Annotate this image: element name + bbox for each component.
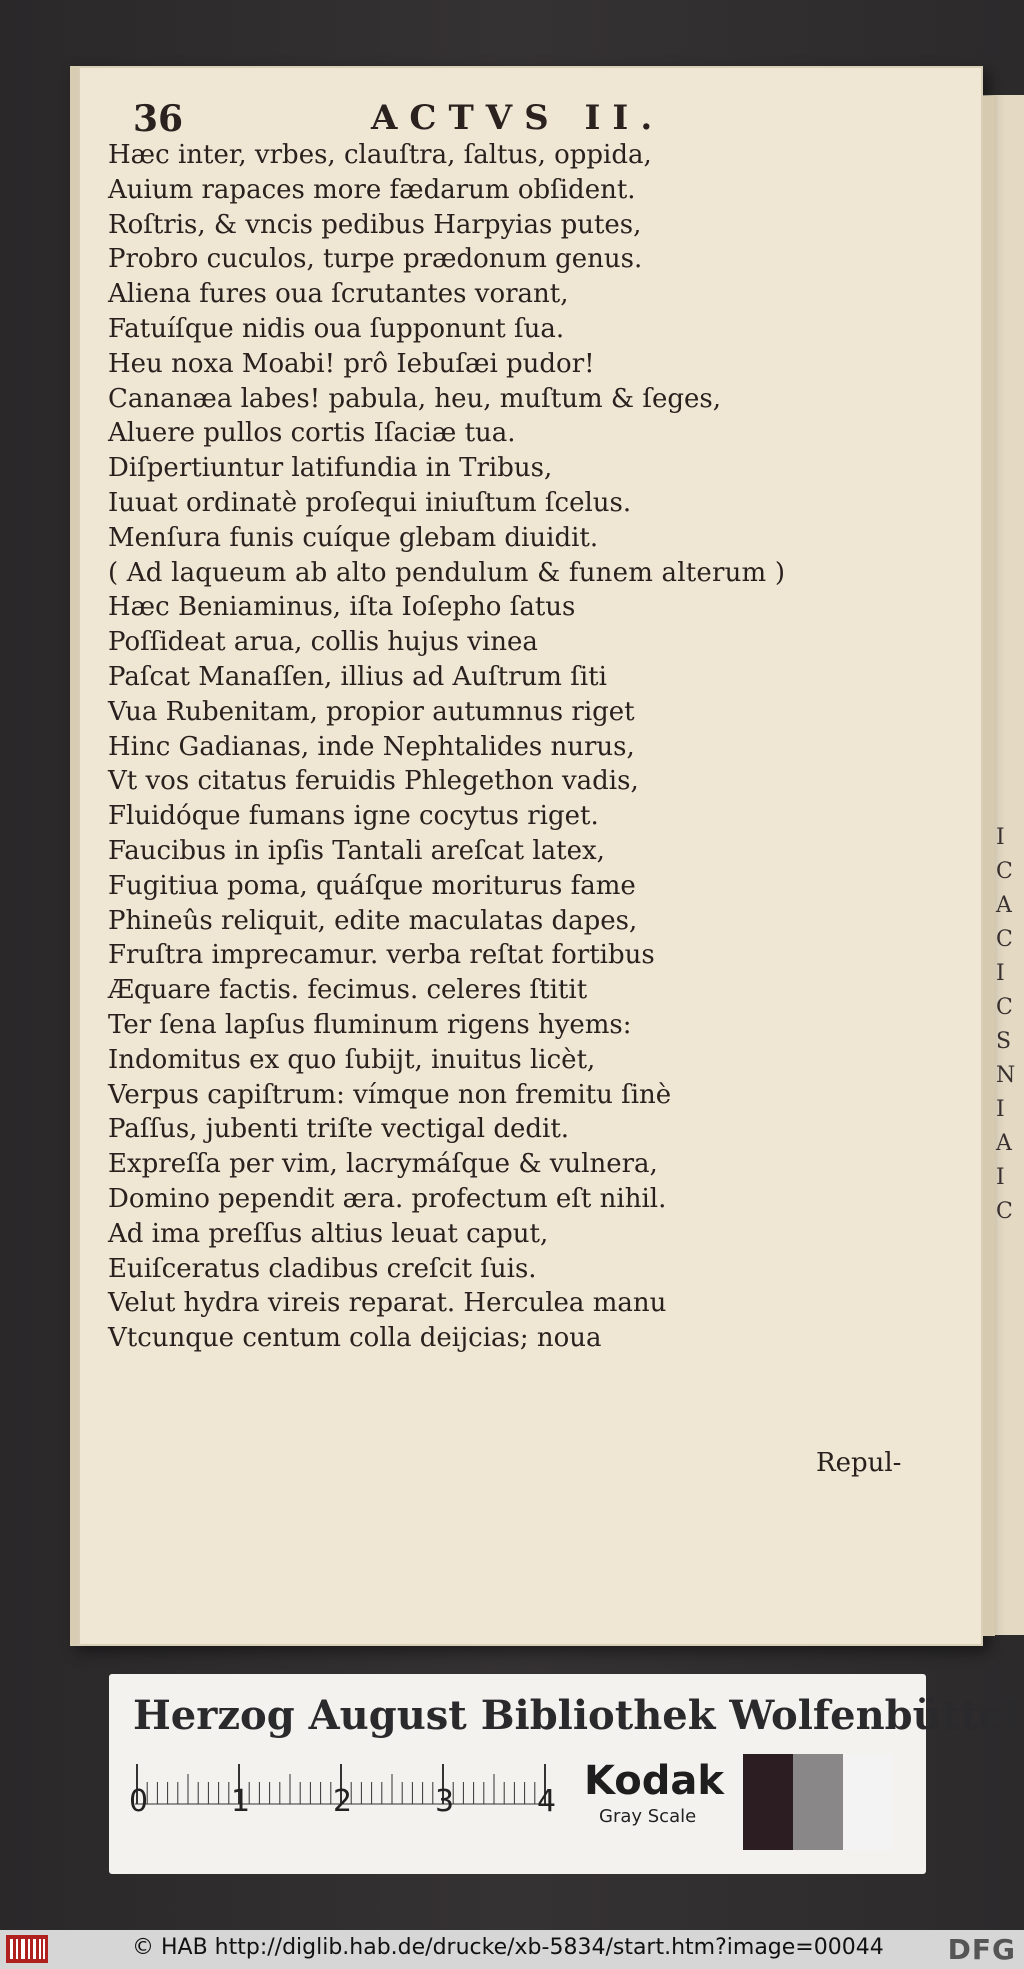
verse-line: Verpus capiſtrum: vímque non fremitu ſinè <box>108 1079 672 1110</box>
verse-line: Cananæa labes! pabula, heu, muſtum & ſeges, <box>108 383 721 414</box>
ruler-label: 0 <box>129 1784 149 1819</box>
kodak-brand: Kodak <box>584 1758 724 1804</box>
verse-line: Auium rapaces more fædarum obſident. <box>108 174 636 205</box>
verse-text <box>108 138 888 1356</box>
verse-line: Vt vos citatus feruidis Phlegethon vadis, <box>108 766 639 797</box>
verse-line: Diſpertiuntur latifundia in Tribus, <box>108 453 553 484</box>
verse-line: Fluidóque fumans igne cocytus riget. <box>108 801 599 832</box>
page-number: 36 <box>133 98 184 140</box>
swatch-light <box>843 1754 893 1850</box>
next-page-fragment: C <box>996 1199 1013 1224</box>
verse-line: Hæc Beniaminus, iſta Ioſepho ſatus <box>108 592 576 623</box>
verse-line: Vua Rubenitam, propior autumnus riget <box>108 696 635 727</box>
verse-line: Æquare factis. fecimus. celeres ſtitit <box>108 975 588 1006</box>
verse-line: Ter ſena lapſus fluminum rigens hyems: <box>108 1009 632 1040</box>
next-page-fragment: I <box>996 825 1005 850</box>
verse-line: Paſcat Manaſſen, illius ad Auſtrum ſiti <box>108 661 607 692</box>
next-page-fragment: A <box>996 1131 1012 1156</box>
verse-line: Indomitus ex quo ſubijt, inuitus licèt, <box>108 1044 596 1075</box>
verse-line: Velut hydra vireis reparat. Herculea manu <box>108 1288 667 1319</box>
hab-logo-icon <box>6 1935 48 1963</box>
color-scale-card <box>109 1674 1020 1874</box>
verse-line: Expreſſa per vim, lacrymáſque & vulnera, <box>108 1149 658 1180</box>
stage-direction: ( Ad laqueum ab alto pendulum & funem alterum ) <box>108 557 786 588</box>
verse-line: Poſſideat arua, collis hujus vinea <box>108 627 538 658</box>
swatch-dark <box>743 1754 793 1850</box>
next-page-fragment: I <box>996 961 1005 986</box>
next-page-fragment: C <box>996 859 1013 884</box>
verse-line: Iuuat ordinatè proſequi iniuſtum ſcelus. <box>108 487 632 518</box>
next-page-fragment: I <box>996 1097 1005 1122</box>
next-page-fragment: N <box>996 1063 1016 1088</box>
verse-line: Aliena fures oua ſcrutantes vorant, <box>108 279 569 310</box>
footer-credit: © HAB http://diglib.hab.de/drucke/xb-5834/start.htm?image=00044 <box>132 1935 884 1960</box>
verse-line: Fatuíſque nidis oua ſupponunt ſua. <box>108 313 565 344</box>
next-page-fragment: C <box>996 995 1013 1020</box>
verse-line: Heu noxa Moabi! prô Iebuſæi pudor! <box>108 348 595 379</box>
ruler-label: 1 <box>231 1784 251 1819</box>
verse-line: Ad ima preſſus altius leuat caput, <box>108 1218 549 1249</box>
ruler-label: 2 <box>333 1784 353 1819</box>
verse-line: Domino pependit æra. profectum eſt nihil. <box>108 1183 667 1214</box>
verse-line: Menſura funis cuíque glebam diuidit. <box>108 522 599 553</box>
catchword: Repul- <box>816 1448 902 1478</box>
running-head: ACTVS II. <box>371 98 665 138</box>
verse-line: Aluere pullos cortis Iſaciæ tua. <box>108 418 516 449</box>
ruler-label: 3 <box>435 1784 455 1819</box>
footer-bar <box>0 1930 1024 1969</box>
swatch-mid <box>793 1754 843 1850</box>
verse-line: Phineûs reliquit, edite maculatas dapes, <box>108 905 638 936</box>
next-page-fragment: I <box>996 1165 1005 1190</box>
verse-line: Hinc Gadianas, inde Nephtalides nurus, <box>108 731 635 762</box>
verse-line: Fugitiua poma, quáſque moriturus fame <box>108 870 636 901</box>
verse-line: Probro cuculos, turpe prædonum genus. <box>108 244 643 275</box>
verse-line: Euiſceratus cladibus creſcit ſuis. <box>108 1253 537 1284</box>
kodak-subtitle: Gray Scale <box>599 1806 697 1827</box>
dfg-logo: DFG <box>947 1933 1016 1966</box>
verse-line: Hæc inter, vrbes, clauſtra, ſaltus, oppida, <box>108 140 652 170</box>
ruler-label: 4 <box>537 1784 557 1819</box>
verse-line: Fruſtra imprecamur. verba reſtat fortibus <box>108 940 655 971</box>
library-title: Herzog August Bibliothek Wolfenbüttel <box>133 1692 1020 1739</box>
next-page-fragment: S <box>996 1029 1012 1054</box>
next-page-fragment: C <box>996 927 1013 952</box>
verse-line: Faucibus in ipſis Tantali areſcat latex, <box>108 835 605 866</box>
verse-line: Vtcunque centum colla deijcias; noua <box>108 1323 602 1354</box>
verse-line: Roſtris, & vncis pedibus Harpyias putes, <box>108 209 642 240</box>
next-page-fragment: A <box>996 893 1012 918</box>
verse-line: Paſſus, jubenti triſte vectigal dedit. <box>108 1114 570 1145</box>
